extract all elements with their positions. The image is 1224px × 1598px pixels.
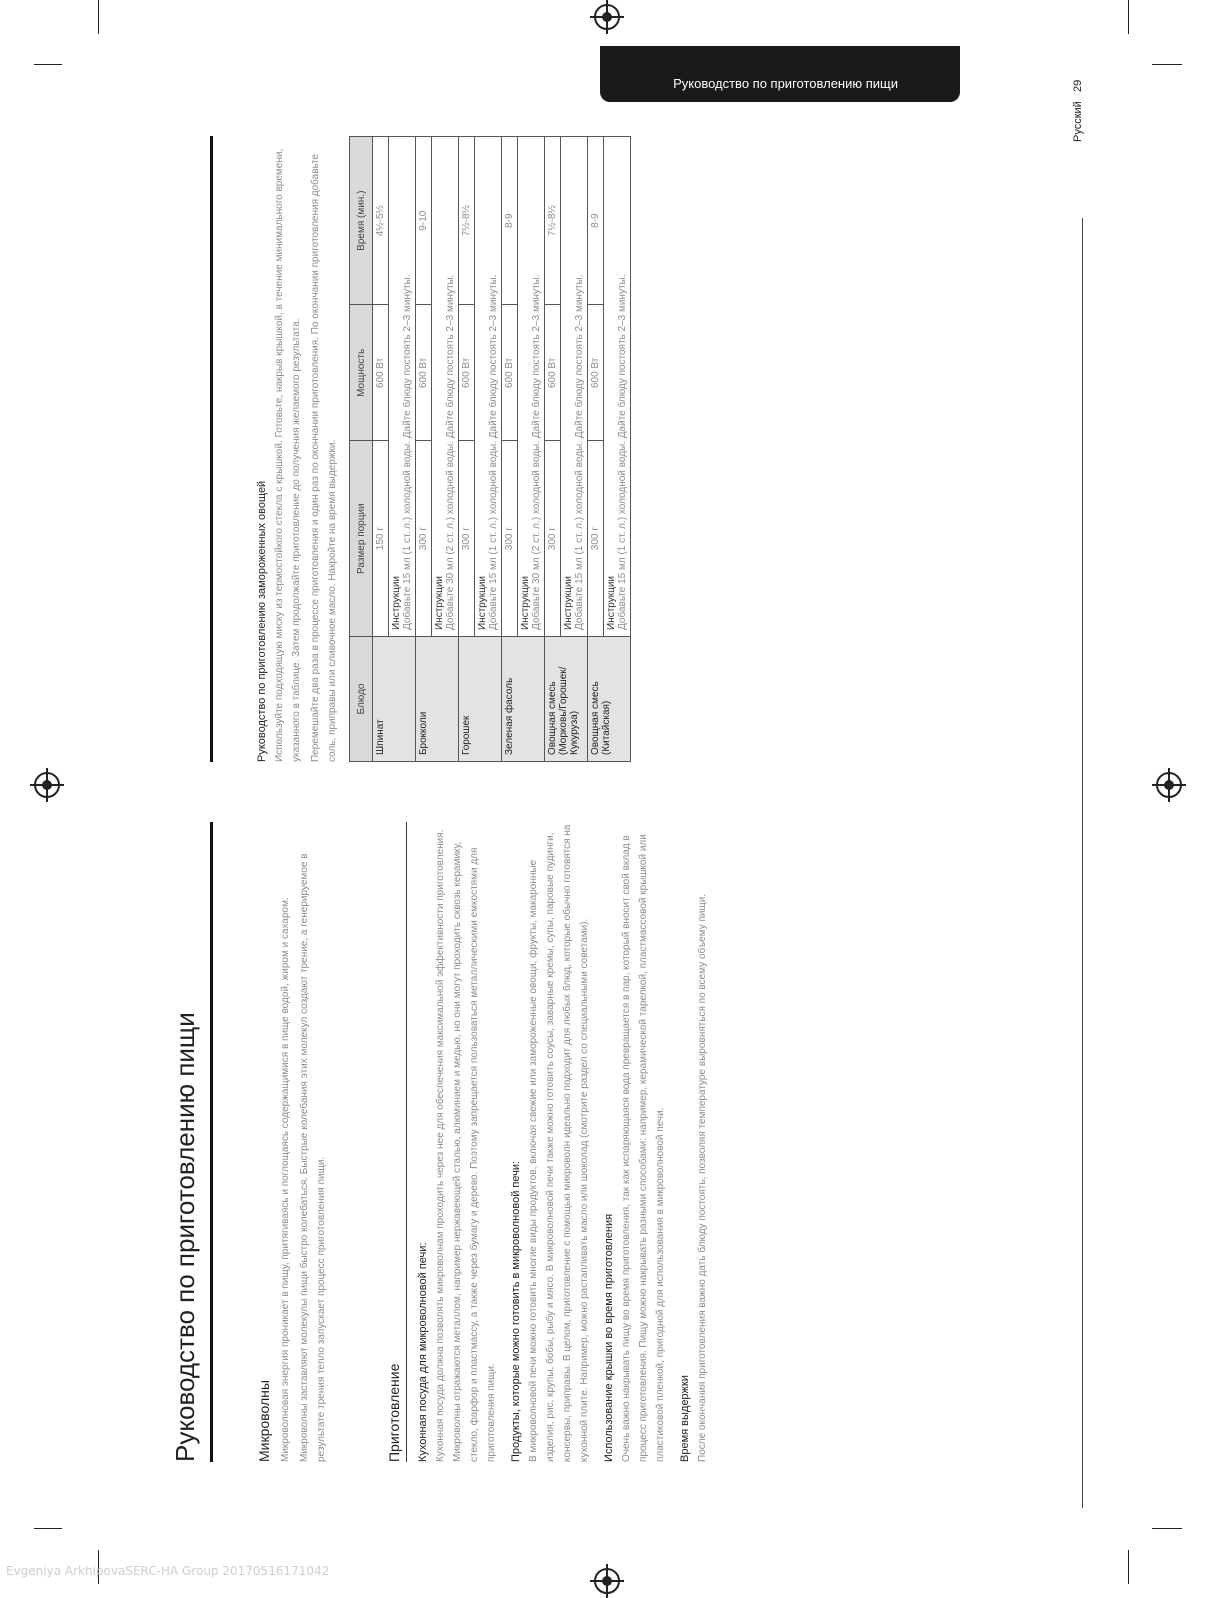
portion-cell: 300 г <box>545 441 561 637</box>
paragraph: Кухонная посуда должна позволять микроволнам проходить через нее для обеспечения максимальной эффективности приготовления. Микроволны отражаются металлом, например нержавеющей сталью, алюминием и медью, но они могут проходить сквозь керамику, стекло, фарфор и пластмассу, а также через бумагу и дерево. Поэтому запрещается пользоваться металлическими емкостями для приготовления пищи. <box>435 829 497 1462</box>
registration-mark-icon <box>1156 772 1182 798</box>
table-row <box>502 137 518 762</box>
time-cell: 9-10 <box>416 137 432 305</box>
instructions-cell <box>432 137 459 637</box>
crop-mark <box>1128 1550 1129 1584</box>
column-header-time: Время (мин.) <box>350 137 373 305</box>
paragraph: Микроволны заставляют молекулы пищи быстро колебаться. Быстрые колебания этих молекул создают трение, а генерируемое в результате трения тепло запускает процесс приготовления пищи. <box>299 853 327 1462</box>
crop-mark <box>1128 0 1129 34</box>
instructions-label: Инструкции <box>520 575 531 630</box>
registration-mark-icon <box>594 4 620 30</box>
column-header-portion: Размер порции <box>350 441 373 637</box>
frozen-veg-table <box>349 136 631 762</box>
time-cell: 8-9 <box>502 137 518 305</box>
page-footer <box>1072 80 1084 142</box>
instructions-cell <box>475 137 502 637</box>
crop-mark <box>34 64 62 65</box>
dish-cell: Овощная смесь (Морковь/Горошек/ Кукуруза) <box>545 637 588 762</box>
subsection-title-products: Продукты, которые можно готовить в микроволновой печи: <box>510 1160 522 1462</box>
instructions-cell <box>389 137 416 637</box>
table-row <box>459 137 475 762</box>
page-title: Руководство по приготовлению пищи <box>170 822 213 1462</box>
header-tab <box>600 46 960 102</box>
paragraph: Перемешайте два раза в процессе приготовления и один раз по окончании приготовления. По окончании приготовления добавьте соль, приправы или сливочное масло. Накройте на время выдержки. <box>310 153 338 762</box>
instructions-text: Добавьте 15 мл (1 ст. л.) холодной воды. Дайте блюду постоять 2–3 минуты. <box>488 274 499 630</box>
paragraph: Очень важно накрывать пищу во время приготовления, так как испаряющаяся вода превращается в пар, который вносит свой вклад в процесс приготовления. Пищу можно накрывать разными способами: например, керамической тарелкой, пластмассовой крышкой или пластиковой пленкой, пригодной для использования в микроволновой печи. <box>621 834 666 1462</box>
power-cell: 600 Вт <box>459 305 475 441</box>
time-cell: 7½-8½ <box>459 137 475 305</box>
registration-mark-icon <box>34 772 60 798</box>
instructions-text: Добавьте 15 мл (1 ст. л.) холодной воды. Дайте блюду постоять 2–3 минуты. <box>574 274 585 630</box>
instructions-cell <box>604 137 631 637</box>
section-title-microwaves: Микроволны <box>256 1380 272 1462</box>
subsection-title-standing-time: Время выдержки <box>679 1375 691 1462</box>
table-row <box>416 137 432 762</box>
instructions-text: Добавьте 30 мл (2 ст. л.) холодной воды. Дайте блюду постоять 2–3 минуты. <box>445 274 456 630</box>
instructions-text: Добавьте 15 мл (1 ст. л.) холодной воды. Дайте блюду постоять 2–3 минуты. <box>617 274 628 630</box>
table-header-row <box>350 137 373 762</box>
dish-cell: Овощная смесь (Китайская) <box>588 637 631 762</box>
paragraph: В микроволновой печи можно готовить многие виды продуктов, включая свежие или замороженные овощи, фрукты, макаронные изделия, рис, крупы, бобы, рыбу и мясо. В микроволновой печи также можно готовить соусы, заварные кремы, супы, паровые пудинги, консервы, приправы. В целом, приготовление с помощью микроволн идеально подходит для любых блюд, которые обычно готовятся на кухонной плите. Например, можно растапливать масло или шоколад (смотрите раздел со специальными советами). <box>528 824 590 1462</box>
subsection-title-lid: Использование крышки во время приготовления <box>603 1213 615 1462</box>
time-cell: 7½-8½ <box>545 137 561 305</box>
registration-mark-icon <box>594 1568 620 1594</box>
crop-mark <box>1152 64 1182 65</box>
portion-cell: 300 г <box>459 441 475 637</box>
footer-divider <box>1082 218 1083 1508</box>
instructions-label: Инструкции <box>434 575 445 630</box>
watermark: Evgeniya ArkhipovaSERC-HA Group 20170516171042 <box>6 1564 330 1578</box>
left-column <box>256 822 713 1462</box>
paragraph: После окончания приготовления важно дать блюду постоять, позволяя температуре выровняться по всему объему пищи. <box>697 893 708 1462</box>
portion-cell: 300 г <box>416 441 432 637</box>
column-divider <box>210 136 213 762</box>
page-language: Русский <box>1072 101 1084 142</box>
table-row <box>545 137 561 762</box>
power-cell: 600 Вт <box>545 305 561 441</box>
crop-mark <box>34 1528 62 1529</box>
power-cell: 600 Вт <box>588 305 604 441</box>
section-title-cooking: Приготовление <box>386 822 407 1462</box>
column-header-power: Мощность <box>350 305 373 441</box>
instructions-label: Инструкции <box>606 575 617 630</box>
power-cell: 600 Вт <box>373 305 389 441</box>
instructions-cell <box>518 137 545 637</box>
time-cell: 4½-5½ <box>373 137 389 305</box>
section-title-frozen-veg: Руководство по приготовлению замороженных овощей <box>256 480 268 762</box>
paragraph: Используйте подходящую миску из термостойкого стекла с крышкой. Готовьте, накрыв крышкой, в течение минимального времени, указанного в таблице. Затем продолжайте приготовление до получения желаемого результата. <box>274 148 302 762</box>
crop-mark <box>98 0 99 34</box>
page-number: 29 <box>1072 79 1084 92</box>
instructions-label: Инструкции <box>477 575 488 630</box>
paragraph: Микроволновая энергия проникает в пищу, притягиваясь и поглощаясь содержащимися в пище водой, жиром и сахаром. <box>280 897 291 1462</box>
dish-cell: Брокколи <box>416 637 459 762</box>
power-cell: 600 Вт <box>416 305 432 441</box>
instructions-text: Добавьте 15 мл (1 ст. л.) холодной воды. Дайте блюду постоять 2–3 минуты. <box>402 274 413 630</box>
subsection-title-cookware: Кухонная посуда для микроволновой печи: <box>417 1242 429 1462</box>
instructions-label: Инструкции <box>563 575 574 630</box>
instructions-label: Инструкции <box>391 575 402 630</box>
table-row <box>588 137 604 762</box>
table-row <box>373 137 389 762</box>
dish-cell: Шпинат <box>373 637 416 762</box>
instructions-cell <box>561 137 588 637</box>
instructions-text: Добавьте 30 мл (2 ст. л.) холодной воды. Дайте блюду постоять 2–3 минуты. <box>531 274 542 630</box>
column-header-dish: Блюдо <box>350 637 373 762</box>
header-tab-title: Руководство по приготовлению пищи <box>673 76 898 91</box>
portion-cell: 300 г <box>588 441 604 637</box>
portion-cell: 150 г <box>373 441 389 637</box>
time-cell: 8-9 <box>588 137 604 305</box>
portion-cell: 300 г <box>502 441 518 637</box>
page-content <box>170 136 910 1462</box>
dish-cell: Горошек <box>459 637 502 762</box>
right-column <box>256 136 631 762</box>
dish-cell: Зеленая фасоль <box>502 637 545 762</box>
crop-mark <box>1152 1528 1182 1529</box>
power-cell: 600 Вт <box>502 305 518 441</box>
